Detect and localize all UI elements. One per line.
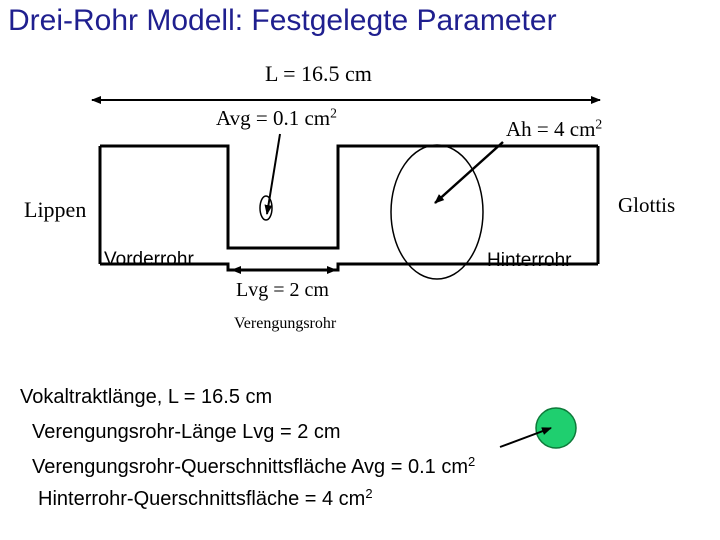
green-marker xyxy=(536,408,576,448)
summary-line-1: Vokaltraktlänge, L = 16.5 cm xyxy=(20,386,273,408)
summary-line-4-exponent: 2 xyxy=(365,485,373,501)
summary-line-4-text: Hinterrohr-Querschnittsfläche = 4 cm xyxy=(38,488,366,510)
summary-line-3-text: Verengungsrohr-Querschnittsfläche Avg = 0.1 cm xyxy=(32,456,468,478)
lippen-label: Lippen xyxy=(24,197,87,222)
summary-line-4 xyxy=(38,485,373,511)
hinterrohr-label: Hinterrohr xyxy=(487,250,572,271)
lvg-label: Lvg = 2 cm xyxy=(236,279,329,301)
vorderrohr-label: Vorderrohr xyxy=(104,249,194,270)
summary-line-2: Verengungsrohr-Länge Lvg = 2 cm xyxy=(32,421,341,443)
avg-pointer-arrow xyxy=(267,134,280,214)
slide-title: Drei-Rohr Modell: Festgelegte Parameter xyxy=(8,4,557,37)
ah-pointer-arrow xyxy=(435,142,503,203)
avg-label-text: Avg = 0.1 cm xyxy=(216,106,331,130)
summary-line-3 xyxy=(32,453,476,479)
back-tube-cross-section xyxy=(391,145,483,279)
verengungsrohr-label: Verengungsrohr xyxy=(234,315,337,332)
avg-label-exponent: 2 xyxy=(330,105,337,121)
ah-label-text: Ah = 4 cm xyxy=(506,117,596,141)
summary-line-3-exponent: 2 xyxy=(468,453,476,469)
ah-label xyxy=(506,117,602,142)
total-length-label: L = 16.5 cm xyxy=(265,61,372,86)
tube-outline-top xyxy=(100,146,598,248)
glottis-label: Glottis xyxy=(618,193,676,217)
ah-label-exponent: 2 xyxy=(595,116,603,132)
avg-label xyxy=(216,106,337,131)
